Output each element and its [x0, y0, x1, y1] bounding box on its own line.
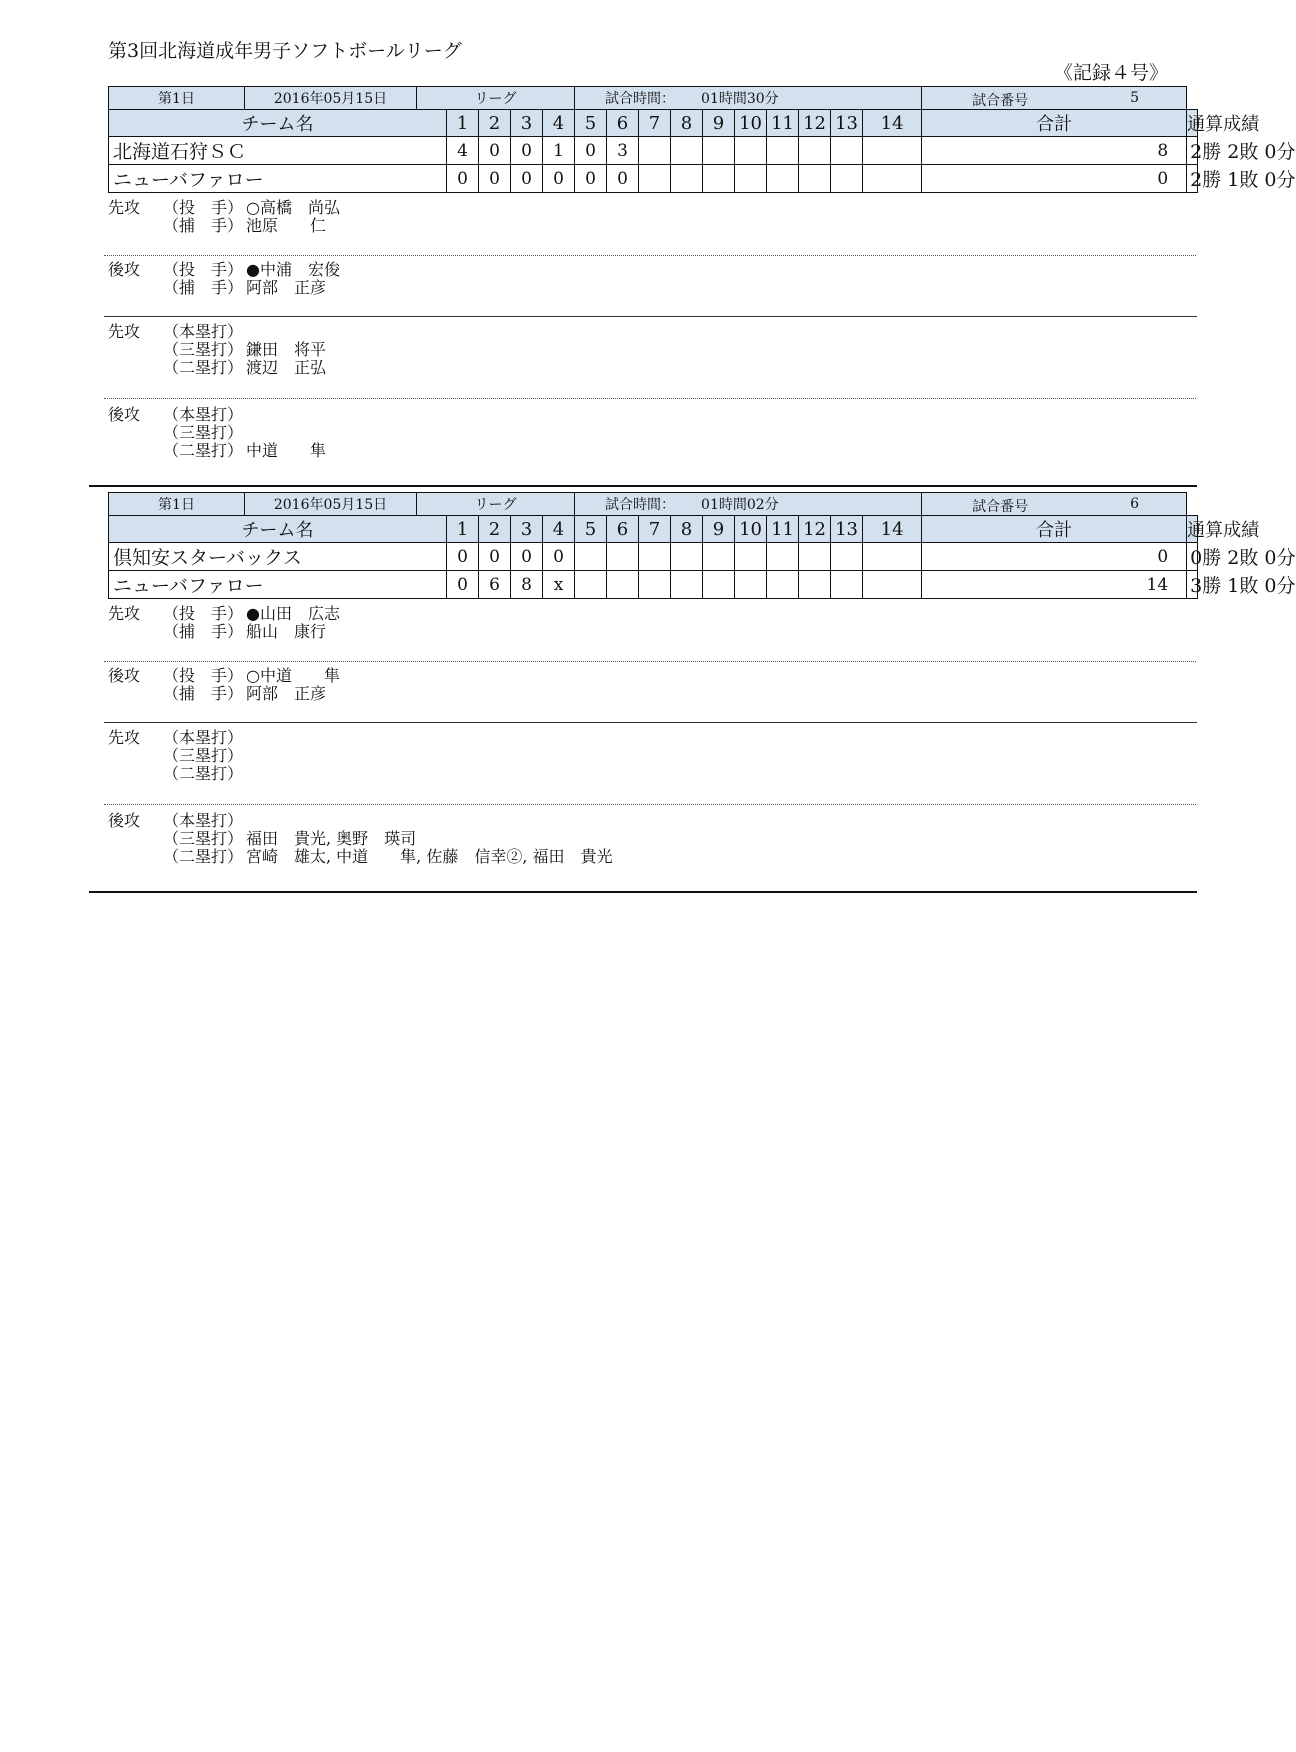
game-time	[575, 493, 922, 516]
inning-score	[767, 543, 799, 571]
total-score: 0	[922, 165, 1187, 193]
inning-score	[639, 165, 671, 193]
inning-header: 4	[543, 110, 575, 137]
triple-label: （三塁打）	[163, 423, 244, 442]
batting-order-label: 先攻	[108, 604, 141, 623]
inning-score: 0	[447, 165, 479, 193]
batting-order-label: 先攻	[108, 322, 141, 341]
triple-label: （三塁打）	[163, 829, 244, 848]
inning-header: 1	[447, 110, 479, 137]
inning-score	[735, 571, 767, 599]
triple-label: （三塁打）	[163, 340, 244, 359]
inning-score	[575, 571, 607, 599]
pitcher-label: （投 手）	[163, 198, 244, 217]
catcher-label: （捕 手）	[163, 622, 244, 641]
inning-header: 10	[735, 516, 767, 543]
pitcher-name: ○高橋 尚弘	[246, 198, 340, 217]
inning-score	[831, 571, 863, 599]
inning-score	[831, 137, 863, 165]
inning-score: 0	[511, 165, 543, 193]
inning-score	[767, 165, 799, 193]
game-meta-row	[109, 87, 1198, 110]
catcher-label: （捕 手）	[163, 216, 244, 235]
catcher-name: 阿部 正彦	[246, 684, 327, 703]
team-name-header: チーム名	[109, 516, 447, 543]
scoreboard-table	[108, 86, 1296, 193]
inning-score: 0	[447, 543, 479, 571]
inning-score	[703, 543, 735, 571]
inning-header: 8	[671, 110, 703, 137]
record-header: 通算成績	[1187, 110, 1198, 137]
team-score-row	[109, 165, 1198, 193]
inning-score	[703, 571, 735, 599]
inning-score: 0	[575, 137, 607, 165]
inning-header: 1	[447, 516, 479, 543]
catcher-name: 阿部 正彦	[246, 278, 327, 297]
inning-header: 7	[639, 516, 671, 543]
inning-score	[831, 543, 863, 571]
batting-order-label: 先攻	[108, 198, 141, 217]
pitcher-label: （投 手）	[163, 604, 244, 623]
inning-score	[671, 137, 703, 165]
record-number: 《記録４号》	[1054, 62, 1169, 84]
inning-score: 0	[607, 165, 639, 193]
inning-header: 8	[671, 516, 703, 543]
inning-score	[639, 543, 671, 571]
game-time	[575, 87, 922, 110]
catcher-name: 船山 康行	[246, 622, 327, 641]
season-record: 2勝 1敗 0分	[1187, 165, 1198, 193]
inning-score	[863, 543, 922, 571]
home-run-label: （本塁打）	[163, 322, 244, 341]
game-time-label: 試合時間：	[605, 91, 676, 107]
double-hitters: 中道 隼	[246, 441, 327, 460]
pitcher-name: ●山田 広志	[246, 604, 340, 623]
team-score-row	[109, 571, 1198, 599]
batting-order-label: 先攻	[108, 728, 141, 747]
pitcher-name: ○中道 隼	[246, 666, 340, 685]
total-score: 14	[922, 571, 1187, 599]
inning-score: 4	[447, 137, 479, 165]
inning-header: 14	[863, 516, 922, 543]
inning-score: 0	[575, 165, 607, 193]
home-run-label: （本塁打）	[163, 728, 244, 747]
dotted-divider	[104, 255, 1196, 256]
dotted-divider	[104, 661, 1196, 662]
team-name: ニューバファロー	[109, 571, 447, 599]
inning-header: 2	[479, 110, 511, 137]
inning-score: 8	[511, 571, 543, 599]
inning-score	[767, 137, 799, 165]
game-time-value: 01時間30分	[701, 91, 779, 107]
game-number	[922, 87, 1187, 110]
inning-score	[863, 137, 922, 165]
inning-header: 9	[703, 516, 735, 543]
inning-header: 10	[735, 110, 767, 137]
pitcher-label: （投 手）	[163, 260, 244, 279]
catcher-label: （捕 手）	[163, 278, 244, 297]
game-meta-row	[109, 493, 1198, 516]
dotted-divider	[104, 804, 1196, 805]
game-type: リーグ	[417, 493, 575, 516]
inning-header: 5	[575, 110, 607, 137]
inning-score	[639, 137, 671, 165]
catcher-label: （捕 手）	[163, 684, 244, 703]
inning-score	[799, 137, 831, 165]
total-score: 8	[922, 137, 1187, 165]
record-header: 通算成績	[1187, 516, 1198, 543]
total-header: 合計	[922, 110, 1187, 137]
game-day: 第1日	[109, 493, 245, 516]
game-type: リーグ	[417, 87, 575, 110]
score-header-row	[109, 110, 1198, 137]
home-run-label: （本塁打）	[163, 811, 244, 830]
inning-score: x	[543, 571, 575, 599]
scoreboard-table	[108, 492, 1296, 599]
game-day: 第1日	[109, 87, 245, 110]
triple-label: （三塁打）	[163, 746, 244, 765]
season-record: 3勝 1敗 0分	[1187, 571, 1198, 599]
game-record	[0, 0, 1296, 460]
inning-score	[767, 571, 799, 599]
score-header-row	[109, 516, 1198, 543]
inning-header: 13	[831, 516, 863, 543]
catcher-name: 池原 仁	[246, 216, 327, 235]
inning-header: 14	[863, 110, 922, 137]
inning-score: 1	[543, 137, 575, 165]
inning-score	[703, 137, 735, 165]
double-label: （二塁打）	[163, 358, 244, 377]
batting-order-label: 後攻	[108, 811, 141, 830]
game-number-value: 5	[1130, 90, 1140, 106]
inning-score	[799, 543, 831, 571]
game-time-label: 試合時間：	[605, 497, 676, 513]
inning-score: 6	[479, 571, 511, 599]
inning-header: 11	[767, 516, 799, 543]
inning-score	[671, 571, 703, 599]
game-date: 2016年05月15日	[245, 493, 417, 516]
inning-header: 6	[607, 110, 639, 137]
inning-score	[863, 165, 922, 193]
inning-score: 0	[511, 137, 543, 165]
home-run-label: （本塁打）	[163, 405, 244, 424]
section-divider	[104, 316, 1197, 317]
inning-score: 0	[543, 543, 575, 571]
inning-header: 12	[799, 110, 831, 137]
inning-score: 0	[447, 571, 479, 599]
total-score: 0	[922, 543, 1187, 571]
season-record: 0勝 2敗 0分	[1187, 543, 1198, 571]
team-name: 倶知安スターバックス	[109, 543, 447, 571]
inning-header: 6	[607, 516, 639, 543]
batting-order-label: 後攻	[108, 405, 141, 424]
game-record	[0, 406, 1296, 866]
team-name-header: チーム名	[109, 110, 447, 137]
inning-score: 3	[607, 137, 639, 165]
pitcher-name: ●中浦 宏俊	[246, 260, 340, 279]
inning-score	[671, 543, 703, 571]
team-score-row	[109, 137, 1198, 165]
game-number-value: 6	[1130, 496, 1140, 512]
team-score-row	[109, 543, 1198, 571]
inning-score: 0	[479, 165, 511, 193]
inning-header: 9	[703, 110, 735, 137]
inning-score	[607, 571, 639, 599]
inning-score	[639, 571, 671, 599]
inning-header: 11	[767, 110, 799, 137]
triple-hitters: 鎌田 将平	[246, 340, 327, 359]
game-date: 2016年05月15日	[245, 87, 417, 110]
inning-score	[703, 165, 735, 193]
inning-header: 2	[479, 516, 511, 543]
double-hitters: 宮崎 雄太, 中道 隼, 佐藤 信幸②, 福田 貴光	[246, 847, 613, 866]
inning-header: 12	[799, 516, 831, 543]
dotted-divider	[104, 398, 1196, 399]
batting-order-label: 後攻	[108, 666, 141, 685]
inning-header: 3	[511, 516, 543, 543]
game-time-value: 01時間02分	[701, 497, 779, 513]
game-number-label: 試合番号	[972, 499, 1029, 515]
inning-header: 7	[639, 110, 671, 137]
inning-score: 0	[543, 165, 575, 193]
double-label: （二塁打）	[163, 441, 244, 460]
inning-score: 0	[479, 137, 511, 165]
inning-score	[607, 543, 639, 571]
game-end-divider	[89, 891, 1197, 893]
inning-score	[735, 543, 767, 571]
inning-score	[735, 165, 767, 193]
inning-score: 0	[511, 543, 543, 571]
double-label: （二塁打）	[163, 764, 244, 783]
inning-header: 5	[575, 516, 607, 543]
inning-score	[863, 571, 922, 599]
game-number-label: 試合番号	[972, 93, 1029, 109]
season-record: 2勝 2敗 0分	[1187, 137, 1198, 165]
document-title: 第3回北海道成年男子ソフトボールリーグ	[108, 40, 462, 62]
inning-header: 3	[511, 110, 543, 137]
double-label: （二塁打）	[163, 847, 244, 866]
double-hitters: 渡辺 正弘	[246, 358, 327, 377]
inning-header: 4	[543, 516, 575, 543]
inning-score	[671, 165, 703, 193]
team-name: ニューバファロー	[109, 165, 447, 193]
team-name: 北海道石狩ＳＣ	[109, 137, 447, 165]
pitcher-label: （投 手）	[163, 666, 244, 685]
game-number	[922, 493, 1187, 516]
inning-score	[831, 165, 863, 193]
inning-header: 13	[831, 110, 863, 137]
triple-hitters: 福田 貴光, 奥野 瑛司	[246, 829, 417, 848]
inning-score: 0	[479, 543, 511, 571]
inning-score	[735, 137, 767, 165]
inning-score	[575, 543, 607, 571]
inning-score	[799, 165, 831, 193]
inning-score	[799, 571, 831, 599]
total-header: 合計	[922, 516, 1187, 543]
section-divider	[104, 722, 1197, 723]
batting-order-label: 後攻	[108, 260, 141, 279]
